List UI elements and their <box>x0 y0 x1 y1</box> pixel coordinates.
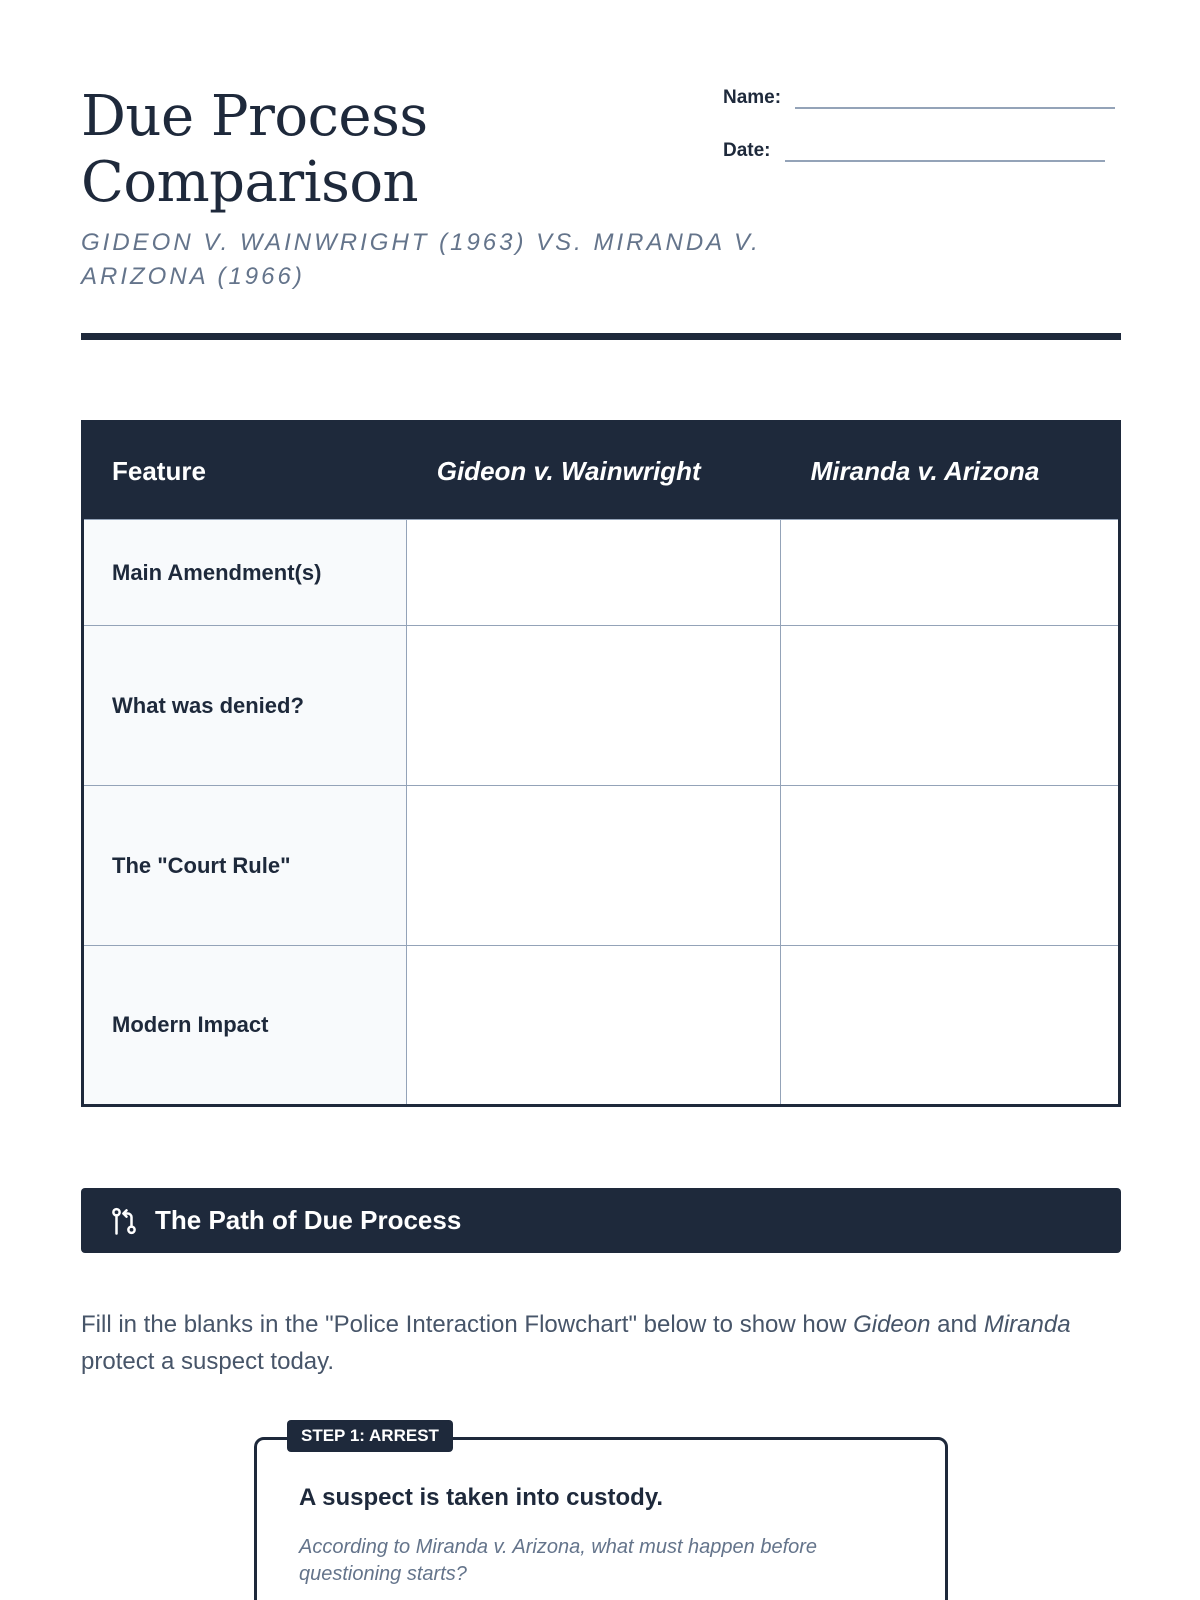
git-pull-request-icon <box>109 1206 139 1236</box>
answer-cell-gideon-rule[interactable] <box>407 786 781 946</box>
title-line-1: Due Process <box>81 84 428 149</box>
date-field[interactable] <box>785 142 1105 162</box>
table-row <box>83 946 1120 1106</box>
answer-cell-miranda-impact[interactable] <box>781 946 1120 1106</box>
row-label-what-was-denied: What was denied? <box>83 626 407 786</box>
flowchart-step-card <box>254 1426 948 1600</box>
name-field[interactable] <box>795 89 1115 109</box>
table-header-row <box>83 422 1120 520</box>
page-subtitle: GIDEON V. WAINWRIGHT (1963) VS. MIRANDA V. ARIZONA (1966) <box>81 229 761 290</box>
section-banner <box>81 1188 1121 1253</box>
instructions-text <box>81 1306 1141 1380</box>
instructions-part-2: and <box>930 1311 984 1338</box>
step-question: According to Miranda v. Arizona, what must happen before questioning starts? <box>299 1536 818 1585</box>
title-line-2: Comparison <box>81 150 419 215</box>
name-row <box>723 87 1115 109</box>
section-title: The Path of Due Process <box>155 1205 462 1235</box>
table-row <box>83 520 1120 626</box>
instructions-part-3: protect a suspect today. <box>81 1348 335 1375</box>
row-label-court-rule: The "Court Rule" <box>83 786 407 946</box>
date-row <box>723 140 1105 162</box>
answer-cell-gideon-impact[interactable] <box>407 946 781 1106</box>
comparison-table <box>81 420 1121 1107</box>
column-header-feature: Feature <box>83 422 407 520</box>
column-header-gideon: Gideon v. Wainwright <box>407 422 781 520</box>
date-label: Date: <box>723 140 771 161</box>
answer-cell-miranda-amendments[interactable] <box>781 520 1120 626</box>
instructions-case-gideon: Gideon <box>853 1311 931 1338</box>
step-badge: STEP 1: ARREST <box>287 1420 453 1452</box>
step-heading: A suspect is taken into custody. <box>299 1484 664 1511</box>
row-label-main-amendments: Main Amendment(s) <box>83 520 407 626</box>
row-label-modern-impact: Modern Impact <box>83 946 407 1106</box>
instructions-case-miranda: Miranda <box>983 1311 1071 1338</box>
answer-cell-miranda-rule[interactable] <box>781 786 1120 946</box>
answer-cell-gideon-denied[interactable] <box>407 626 781 786</box>
instructions-part-1: Fill in the blanks in the "Police Interaction Flowchart" below to show how <box>81 1311 854 1338</box>
name-label: Name: <box>723 87 782 108</box>
header-divider <box>81 333 1121 340</box>
table-row <box>83 626 1120 786</box>
page-title <box>81 84 641 216</box>
column-header-miranda: Miranda v. Arizona <box>781 422 1120 520</box>
answer-cell-gideon-amendments[interactable] <box>407 520 781 626</box>
answer-cell-miranda-denied[interactable] <box>781 626 1120 786</box>
table-row <box>83 786 1120 946</box>
